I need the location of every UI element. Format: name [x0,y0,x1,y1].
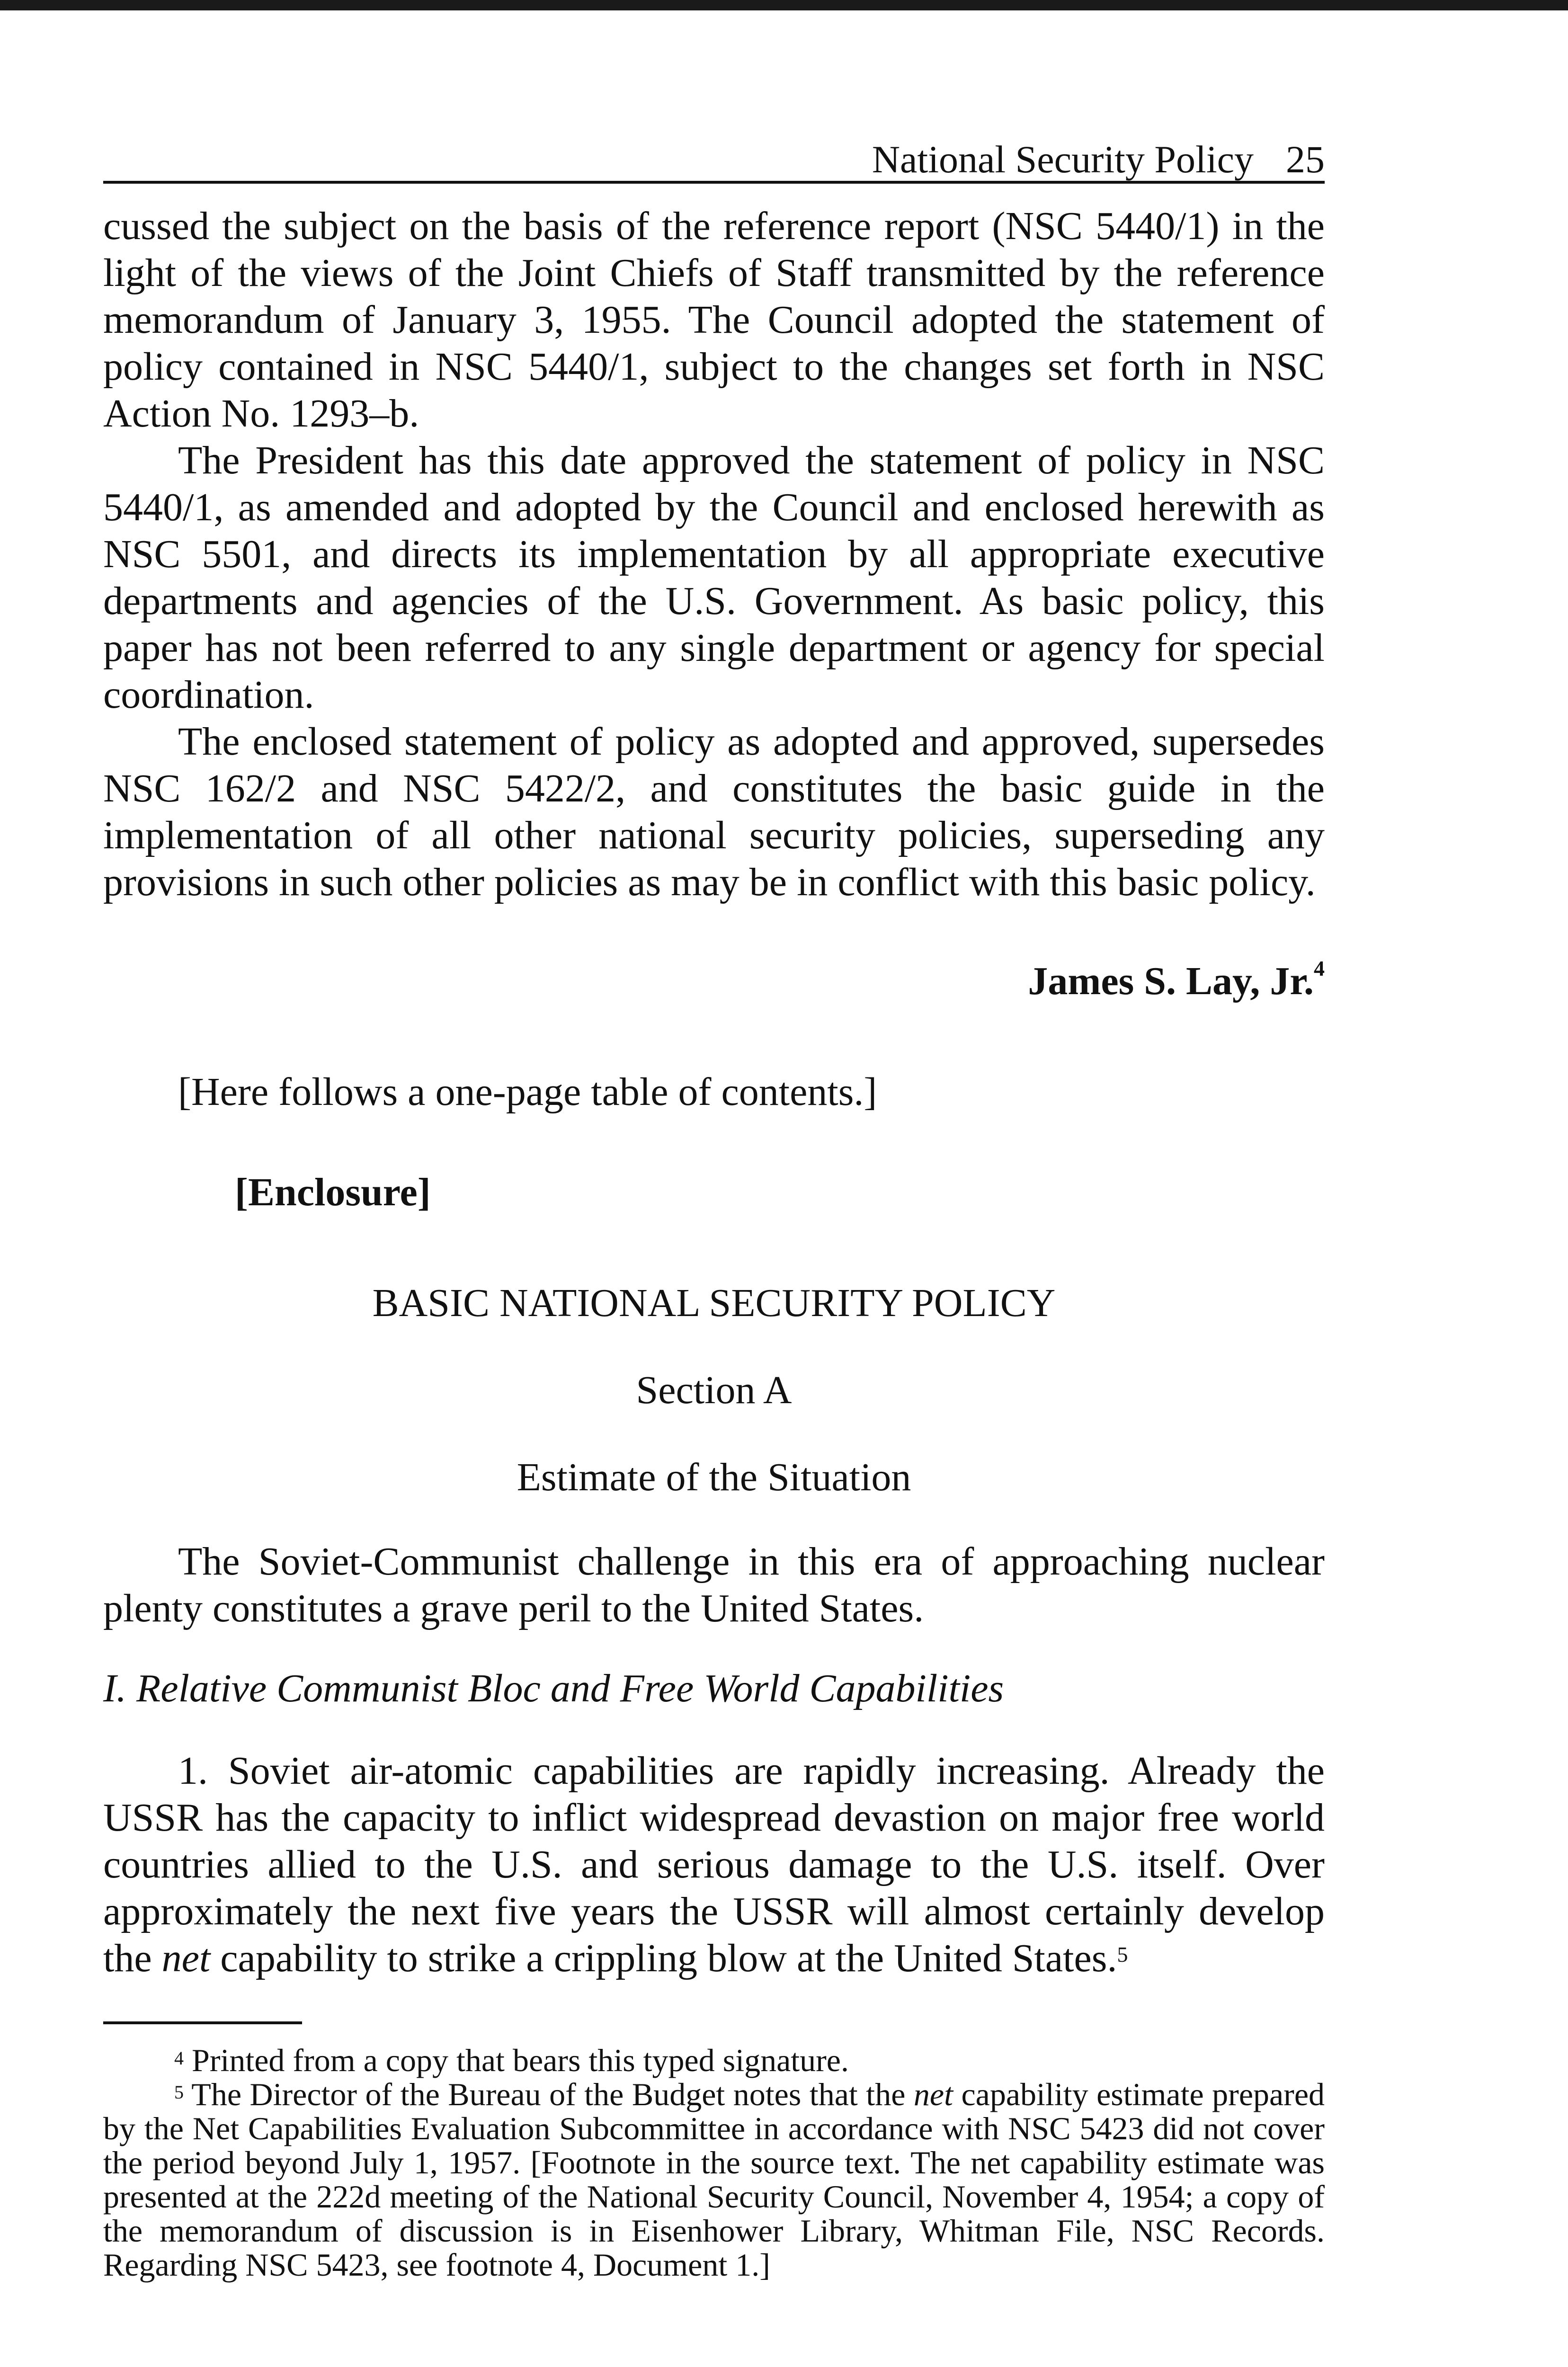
footnote-5-tail: capability estimate prepared by the Net Capabilities Evaluation Subcommittee in accordance with NSC 5423 did not cover the period beyond July 1, 1957. [Footnote in the source text. The net capability estimate was presented at the 222d meeting of the National Security Council, November 4, 1954; a copy of the memorandum of discussion is in Eisenhower Library, Whitman File, NSC Records. Regarding NSC 5423, see footnote 4, Document 1.] [103,2076,1325,2283]
numbered-paragraph-1 [103,1747,1325,1982]
signature-block [103,956,1325,1003]
document-title: BASIC NATIONAL SECURITY POLICY [372,1281,1056,1325]
para1-lead: 1. Soviet air-atomic capabilities are rapidly increasing. Already the USSR has the capacity to inflict widespread devastion on major free world countries allied to the U.S. and serious damage to the U.S. itself. Over approximately the next five years the USSR will almost certainly develop the [103,1749,1325,1980]
footnote-4 [103,2043,1325,2077]
subsection-heading: I. Relative Communist Bloc and Free World Capabilities [103,1666,1004,1710]
para1-tail: capability to strike a crippling blow at the United States. [210,1936,1117,1980]
signature-name: James S. Lay, Jr. [1028,959,1314,1003]
running-title: National Security Policy [872,138,1254,181]
running-header [103,128,1325,184]
footnote-4-marker: 4 [174,2047,184,2069]
footnote-rule [103,2021,302,2024]
paragraph-2: The President has this date approved the statement of policy in NSC 5440/1, as amended and adopted by the Council and enclosed herewith as NSC 5501, and directs its implementation by all appropriate executive departments and agencies of the U.S. Government. As basic policy, this paper has not been referred to any single department or agency for special coordination. [103,438,1325,717]
intro-paragraph: The Soviet-Communist challenge in this era of approaching nuclear plenty constitutes a grave peril to the United States. [103,1539,1325,1630]
footnote-5-lead: The Director of the Bureau of the Budget notes that the [191,2076,914,2112]
para1-italic: net [161,1936,211,1980]
footnote-5 [103,2077,1325,2282]
footnote-ref-5: 5 [1117,1942,1128,1967]
footnote-ref-4: 4 [1314,956,1325,980]
paragraph-1: cussed the subject on the basis of the reference report (NSC 5440/1) in the light of the views of the Joint Chiefs of Staff transmitted by the reference memorandum of January 3, 1955. The Council adopted the statement of policy contained in NSC 5440/1, subject to the changes set forth in NSC Action No. 1293–b. [103,204,1325,436]
document-page [103,128,1325,2282]
footnote-5-italic: net [913,2076,953,2112]
footnote-5-marker: 5 [174,2082,184,2103]
section-subtitle: Estimate of the Situation [517,1455,911,1499]
page-top-border [0,0,1568,10]
editorial-note: [Here follows a one-page table of contents.] [178,1070,877,1114]
page-number: 25 [1286,138,1325,181]
footnotes [103,2043,1325,2282]
enclosure-label: [Enclosure] [235,1170,431,1214]
section-label: Section A [636,1368,792,1412]
paragraph-3: The enclosed statement of policy as adopted and approved, supersedes NSC 162/2 and NSC 5422/2, and constitutes the basic guide in the implementation of all other national security policies, superseding any provisions in such other policies as may be in conflict with this basic policy. [103,720,1325,904]
footnote-4-text: Printed from a copy that bears this typed signature. [192,2042,849,2078]
